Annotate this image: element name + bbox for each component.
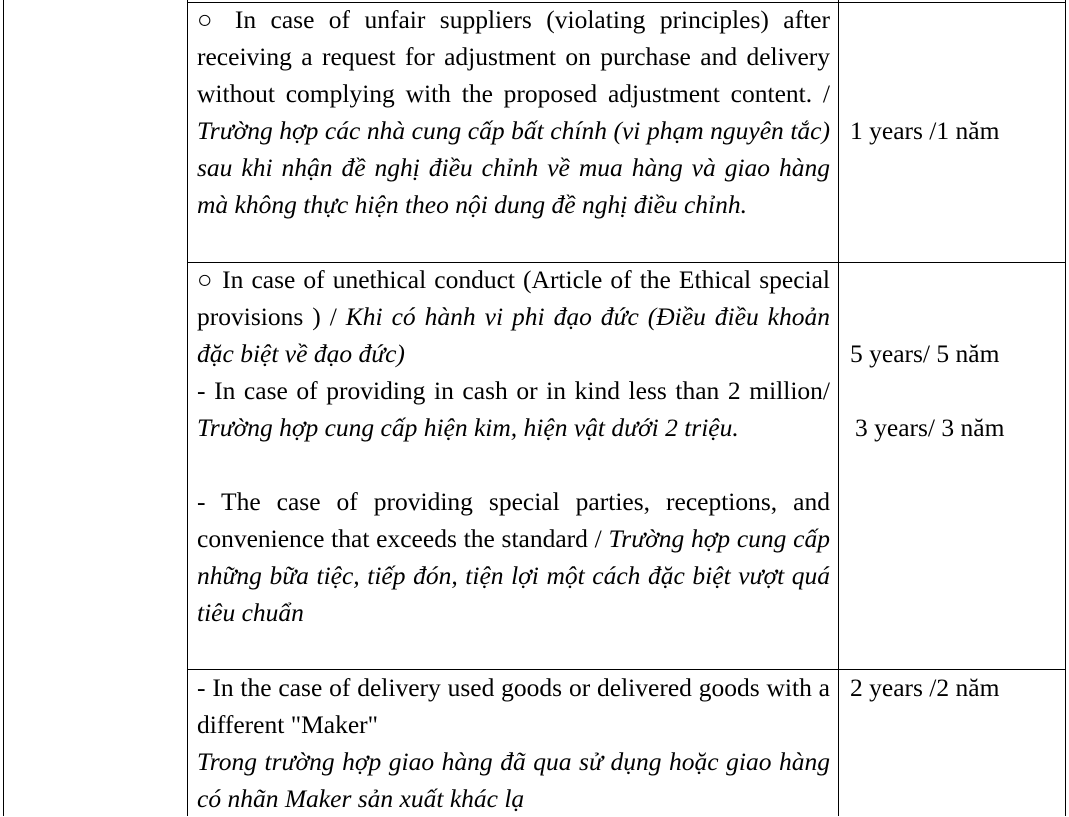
- row-3-paragraph-1-vietnamese: [197, 743, 830, 817]
- row-2-paragraph-1-english: ○ In case of unethical conduct (Article of the Ethical special provisions ) /: [197, 265, 830, 331]
- row-2-paragraph-2-vietnamese: Trường hợp cung cấp hiện kim, hiện vật dưới 2 triệu.: [197, 413, 739, 442]
- row-2-paragraph-2-english: - In case of providing in cash or in kind less than 2 million/: [197, 376, 830, 405]
- column-divider-1: [187, 0, 188, 816]
- row-1-paragraph-1: [197, 1, 830, 223]
- paragraph-spacer: [197, 446, 830, 483]
- row-1-paragraph-1-english: ○ In case of unfair suppliers (violating principles) after receiving a request for adjustment on purchase and delivery without complying with the proposed adjustment content. /: [197, 5, 830, 108]
- row-2-duration-1: 5 years/ 5 năm: [850, 339, 1000, 368]
- row-3-duration: 2 years /2 năm: [850, 673, 1000, 702]
- row-2-paragraph-1: [197, 261, 830, 372]
- column-divider-2: [838, 0, 839, 816]
- table-border-right: [1065, 0, 1066, 816]
- row-2-duration-2: 3 years/ 3 năm: [855, 413, 1005, 442]
- table-row-1-description: [197, 1, 830, 223]
- row-2-paragraph-3: [197, 483, 830, 631]
- table-row-3-description: [197, 669, 830, 817]
- row-2-paragraph-1-vietnamese: Khi có hành vi phi đạo đức (Điều điều khoản đặc biệt về đạo đức): [197, 302, 830, 368]
- row-1-duration: 1 years /1 năm: [850, 116, 1000, 145]
- table-row-2-description: [197, 261, 830, 631]
- row-1-paragraph-1-vietnamese: Trường hợp các nhà cung cấp bất chính (vi phạm nguyên tắc) sau khi nhận đề nghị điều chỉnh về mua hàng và giao hàng mà không thực hiện theo nội dung đề nghị điều chỉnh.: [197, 116, 830, 219]
- row-3-paragraph-1-vietnamese-text: Trong trường hợp giao hàng đã qua sử dụng hoặc giao hàng có nhãn Maker sản xuất khác lạ: [197, 747, 830, 813]
- table-border-left: [3, 0, 4, 816]
- row-2-paragraph-2: [197, 372, 830, 446]
- row-3-paragraph-1-english: - In the case of delivery used goods or delivered goods with a different "Maker": [197, 673, 830, 739]
- row-2-paragraph-3-vietnamese: Trường hợp cung cấp những bữa tiệc, tiếp đón, tiện lợi một cách đặc biệt vượt quá tiêu chuẩn: [197, 524, 830, 627]
- row-2-paragraph-3-english: - The case of providing special parties, receptions, and convenience that exceeds the standard /: [197, 487, 830, 553]
